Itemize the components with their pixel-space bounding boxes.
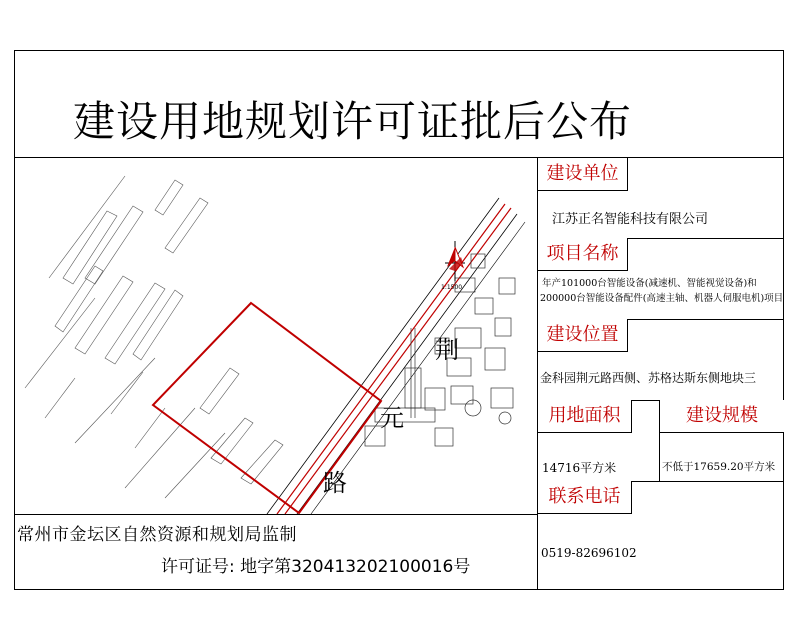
scale-value: 不低于17659.20平方米 <box>662 461 776 473</box>
footer <box>15 514 537 589</box>
phone-value: 0519-82696102 <box>541 546 637 560</box>
road-label-char-3: 路 <box>323 469 347 497</box>
site-map <box>15 158 537 514</box>
title-row <box>15 51 783 158</box>
unit-label: 建设单位 <box>538 158 628 191</box>
bureau-name: 常州市金坛区自然资源和规划局监制 <box>17 525 297 545</box>
permit-number: 许可证号: 地字第320413202100016号 <box>161 557 471 577</box>
location-label: 建设位置 <box>538 319 628 352</box>
info-panel <box>537 158 783 589</box>
phone-label: 联系电话 <box>538 481 632 514</box>
surrounding-parcels <box>25 176 283 498</box>
project-line-1: 年产101000台智能设备(减速机、智能视觉设备)和 <box>542 278 757 289</box>
project-label: 项目名称 <box>538 238 628 271</box>
site-map-drawing <box>15 158 537 514</box>
road-label-char-1: 荆 <box>435 336 459 364</box>
area-value: 14716平方米 <box>542 461 617 475</box>
road-label-char-2: 元 <box>380 404 404 432</box>
area-label: 用地面积 <box>538 400 632 433</box>
location-value: 金科园荆元路西侧、苏格达斯东侧地块三 <box>540 371 757 385</box>
map-scale: 1:1500 <box>441 284 463 291</box>
road-corridor <box>267 198 525 514</box>
project-line-2: 200000台智能设备配件(高速主轴、机器人伺服电机)项目 <box>540 293 784 304</box>
unit-value: 江苏正名智能科技有限公司 <box>552 212 709 227</box>
page-title: 建设用地规划许可证批后公布 <box>73 97 633 146</box>
scale-label: 建设规模 <box>660 400 784 433</box>
notice-sheet <box>14 50 784 590</box>
